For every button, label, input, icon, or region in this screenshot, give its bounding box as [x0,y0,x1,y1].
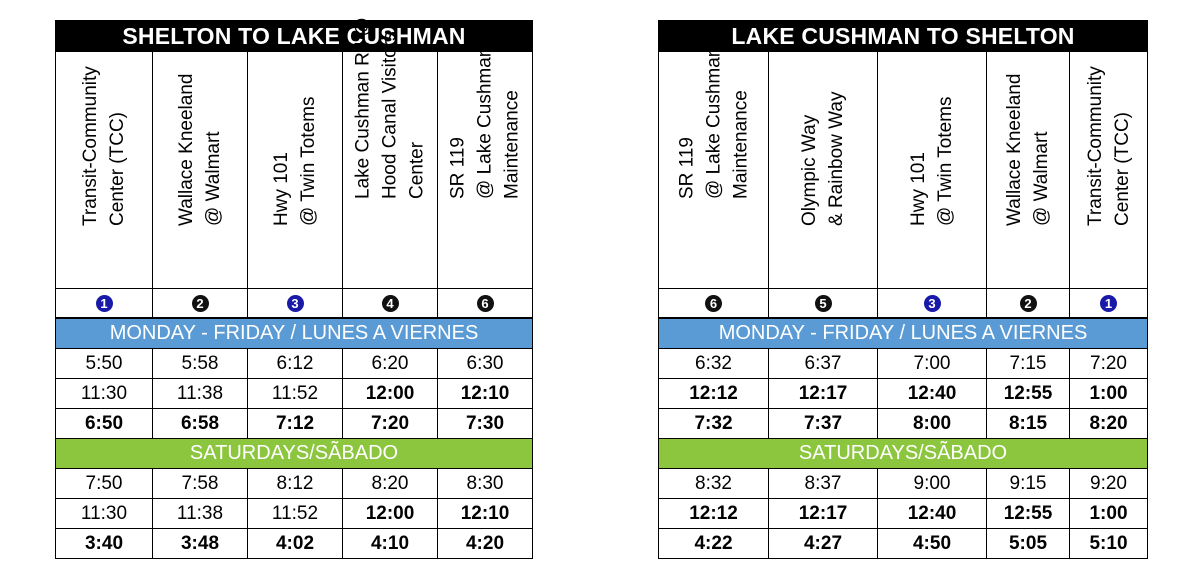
time-cell: 6:58 [153,409,248,439]
stop-name-header [659,46,769,289]
time-cell: 1:00 [1070,499,1148,529]
stop-name-line: Hood Canal Visitors [379,31,401,199]
stop-name-header [153,52,248,289]
stop-number-badge: 5 [815,295,832,312]
stop-name [350,17,431,199]
time-cell: 3:40 [56,529,153,559]
time-cell: 12:10 [438,379,533,409]
stop-name-line: @ Walmart [1031,131,1052,226]
stop-number-cell [1070,289,1148,319]
time-cell: 8:30 [438,469,533,499]
stop-name-line: Center (TCC) [1111,111,1133,226]
stop-name-line: SR 119 [676,137,697,199]
stop-number-cell [987,289,1070,319]
table-row [56,379,533,409]
stop-name-line: SR 119 [447,137,469,199]
stop-name-line: @ Twin Totems [298,96,319,226]
stop-name-line: @ Twin Totems [935,96,956,226]
time-cell: 8:32 [659,469,769,499]
time-cell: 8:12 [248,469,343,499]
time-cell: 4:27 [769,529,878,559]
stop-number-cell [659,289,769,319]
time-cell: 11:30 [56,379,153,409]
time-cell: 12:12 [659,499,769,529]
time-cell: 3:48 [153,529,248,559]
time-cell: 6:32 [659,349,769,379]
time-cell: 11:30 [56,499,153,529]
stop-number-badge: 4 [382,295,399,312]
time-cell: 5:58 [153,349,248,379]
time-cell: 12:40 [878,499,987,529]
table-row [659,469,1148,499]
stop-number-cell [878,289,987,319]
time-cell: 7:37 [769,409,878,439]
time-cell: 12:12 [659,379,769,409]
time-cell: 8:20 [343,469,438,499]
time-cell: 12:17 [769,499,878,529]
time-cell: 7:20 [1070,349,1148,379]
stop-name [77,66,131,226]
time-cell: 4:22 [659,529,769,559]
stop-name-line: Hwy 101 [908,152,929,226]
stop-number-badge: 1 [1100,295,1117,312]
weekday-section-header: MONDAY - FRIDAY / LUNES A VIERNES [659,318,1148,349]
time-cell: 7:32 [659,409,769,439]
time-cell: 12:00 [343,499,438,529]
stop-number-cell [343,289,438,319]
time-cell: 7:20 [343,409,438,439]
time-cell: 1:00 [1070,379,1148,409]
table-title: SHELTON TO LAKE CUSHMAN [56,21,533,52]
stop-name [445,47,526,199]
time-cell: 7:50 [56,469,153,499]
time-cell: 11:38 [153,499,248,529]
time-cell: 5:10 [1070,529,1148,559]
stop-number-cell [769,289,878,319]
time-cell: 7:58 [153,469,248,499]
stop-name [268,97,322,226]
stop-name-line: Maintenance [730,90,751,199]
time-cell: 12:40 [878,379,987,409]
stop-number-cell [153,289,248,319]
stop-name-line: Wallace Kneeland [176,73,197,226]
stop-name [905,97,959,226]
stop-name-line: @ Lake Cushman [474,46,496,199]
stop-number-badge: 6 [477,295,494,312]
table-row [56,349,533,379]
stop-name-line: Transit-Community [80,66,101,226]
time-cell: 8:37 [769,469,878,499]
stop-name [1082,66,1136,226]
time-cell: 8:20 [1070,409,1148,439]
stop-number-badge: 1 [96,295,113,312]
stop-name-header [343,17,438,289]
stop-number-cell [248,289,343,319]
time-cell: 4:20 [438,529,533,559]
stop-name-header [56,52,153,289]
time-cell: 6:30 [438,349,533,379]
table-row [659,379,1148,409]
stop-number-badge: 6 [705,295,722,312]
time-cell: 12:17 [769,379,878,409]
stop-name-line: Center [406,141,428,199]
time-cell: 5:50 [56,349,153,379]
stop-name-header [1070,52,1148,289]
time-cell: 8:00 [878,409,987,439]
stop-number-badge: 2 [1020,295,1037,312]
stop-name-header [769,52,878,289]
table-row [659,529,1148,559]
stop-number-badge: 2 [192,295,209,312]
stop-name-line: Wallace Kneeland [1004,73,1025,226]
lake-cushman-to-shelton-table [658,20,1148,559]
table-row [56,469,533,499]
time-cell: 6:12 [248,349,343,379]
time-cell: 12:55 [987,499,1070,529]
time-cell: 9:15 [987,469,1070,499]
stop-name-line: @ Walmart [203,131,224,226]
stop-name-header [438,46,533,289]
weekday-section-header: MONDAY - FRIDAY / LUNES A VIERNES [56,318,533,349]
stop-number-cell [56,289,153,319]
time-cell: 6:20 [343,349,438,379]
table-row [659,349,1148,379]
stop-name [173,74,227,226]
time-cell: 11:38 [153,379,248,409]
stop-name-line: Lake Cushman Rd @ [352,17,374,199]
time-cell: 11:52 [248,499,343,529]
stop-name-header [248,52,343,289]
table-title: LAKE CUSHMAN TO SHELTON [659,21,1148,52]
time-cell: 6:50 [56,409,153,439]
stop-name-line: Olympic Way [799,114,820,226]
stop-number-badge: 3 [287,295,304,312]
stop-name-line: @ Lake Cushman [703,46,724,199]
time-cell: 4:10 [343,529,438,559]
stop-number-badge: 3 [924,295,941,312]
stop-name-line: Hwy 101 [271,152,292,226]
stop-name [796,92,850,226]
table-row [659,409,1148,439]
time-cell: 4:50 [878,529,987,559]
time-cell: 7:12 [248,409,343,439]
stop-name [1001,74,1055,226]
table-row [659,499,1148,529]
stop-name-line: Center (TCC) [107,111,128,226]
time-cell: 8:15 [987,409,1070,439]
time-cell: 5:05 [987,529,1070,559]
time-cell: 9:00 [878,469,987,499]
time-cell: 4:02 [248,529,343,559]
time-cell: 7:15 [987,349,1070,379]
stop-name-header [987,52,1070,289]
time-cell: 7:00 [878,349,987,379]
table-row [56,409,533,439]
stop-name-line: Transit-Community [1084,66,1106,226]
time-cell: 12:00 [343,379,438,409]
time-cell: 12:55 [987,379,1070,409]
stop-name-line: & Rainbow Way [826,91,847,226]
time-cell: 12:10 [438,499,533,529]
stop-name [673,47,754,199]
stop-name-header [878,52,987,289]
time-cell: 6:37 [769,349,878,379]
stop-number-cell [438,289,533,319]
time-cell: 9:20 [1070,469,1148,499]
table-row [56,529,533,559]
time-cell: 11:52 [248,379,343,409]
time-cell: 7:30 [438,409,533,439]
saturday-section-header: SATURDAYS/SÃBADO [659,439,1148,469]
saturday-section-header: SATURDAYS/SÃBADO [56,439,533,469]
shelton-to-lake-cushman-table [55,17,533,559]
stop-name-line: Maintenance [501,90,523,199]
table-row [56,499,533,529]
